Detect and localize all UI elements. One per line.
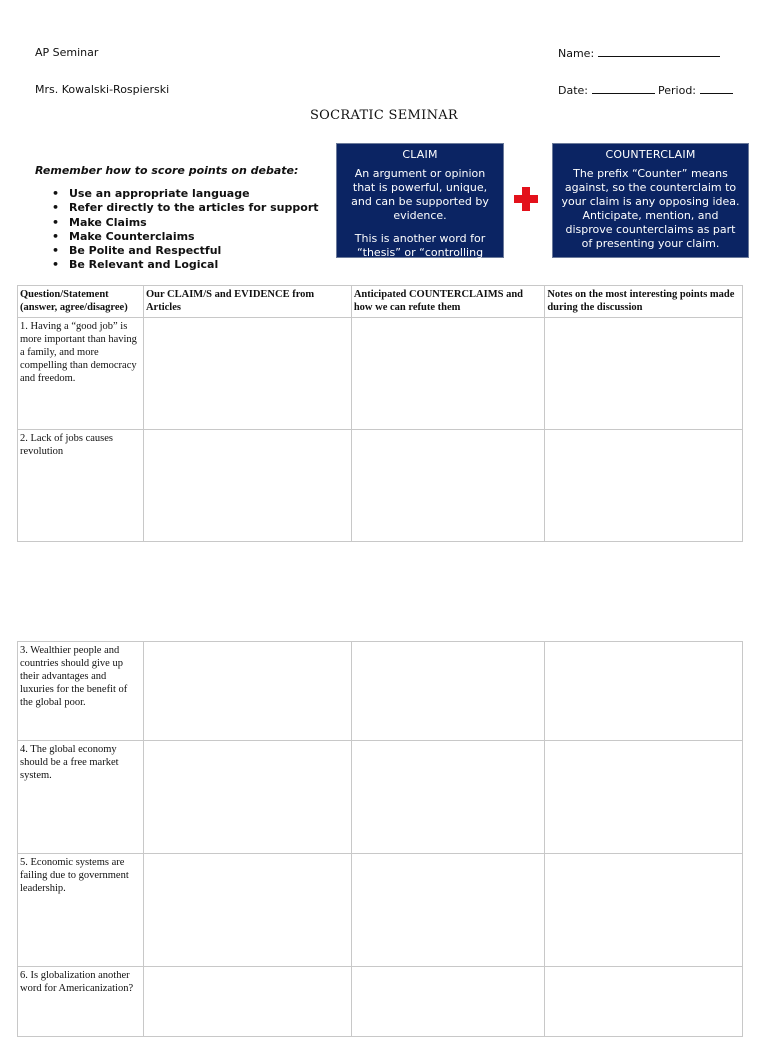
seminar-table-top bbox=[17, 285, 743, 542]
counterclaim-box-title: COUNTERCLAIM bbox=[605, 148, 696, 161]
counterclaims-cell[interactable] bbox=[351, 318, 545, 430]
name-blank[interactable] bbox=[598, 46, 720, 57]
question-cell: 3. Wealthier people and countries should give up their advantages and luxuries for the benefit of the global poor. bbox=[18, 642, 144, 741]
date-label: Date: bbox=[558, 84, 588, 97]
teacher-name: Mrs. Kowalski-Rospierski bbox=[35, 83, 170, 96]
claim-box bbox=[336, 143, 504, 273]
seminar-table-bottom bbox=[17, 641, 743, 1037]
claim-synonym: This is another word for “thesis” or “controlling idea” bbox=[354, 232, 486, 273]
page-title: SOCRATIC SEMINAR bbox=[309, 108, 459, 123]
notes-cell[interactable] bbox=[545, 642, 743, 741]
header-notes: Notes on the most interesting points made during the discussion bbox=[545, 286, 743, 318]
question-cell: 4. The global economy should be a free market system. bbox=[18, 741, 144, 854]
period-label: Period: bbox=[658, 84, 697, 97]
claim-definition: An argument or opinion that is powerful, unique, and can be supported by evidence. bbox=[351, 167, 489, 222]
header-claims: Our CLAIM/S and EVIDENCE from Articles bbox=[143, 286, 351, 318]
claims-cell[interactable] bbox=[143, 642, 351, 741]
tip-item: • Be Relevant and Logical bbox=[52, 258, 319, 272]
name-field[interactable] bbox=[558, 46, 720, 60]
claims-cell[interactable] bbox=[143, 854, 351, 967]
tips-list bbox=[34, 187, 319, 273]
header-question: Question/Statement (answer, agree/disagree) bbox=[18, 286, 144, 318]
counterclaims-cell[interactable] bbox=[351, 642, 545, 741]
counterclaims-cell[interactable] bbox=[351, 430, 545, 542]
notes-cell[interactable] bbox=[545, 967, 743, 1037]
course-name: AP Seminar bbox=[35, 46, 99, 59]
question-cell: 6. Is globalization another word for Americanization? bbox=[18, 967, 144, 1037]
tips-heading: Remember how to score points on debate: bbox=[35, 164, 299, 177]
claims-cell[interactable] bbox=[143, 741, 351, 854]
table-row bbox=[18, 430, 743, 542]
notes-cell[interactable] bbox=[545, 430, 743, 542]
counterclaim-definition: The prefix “Counter” means against, so the counterclaim to your claim is any opposing idea. Anticipate, mention, and disprove counterclaims as part of presenting your claim. bbox=[561, 167, 740, 250]
date-period-field[interactable] bbox=[558, 83, 733, 97]
table-row bbox=[18, 318, 743, 430]
tip-item: • Make Claims bbox=[52, 216, 319, 230]
plus-icon bbox=[513, 186, 539, 212]
name-label: Name: bbox=[558, 47, 595, 60]
question-cell: 1. Having a “good job” is more important than having a family, and more compelling than democracy and freedom. bbox=[18, 318, 144, 430]
notes-cell[interactable] bbox=[545, 854, 743, 967]
counterclaims-cell[interactable] bbox=[351, 967, 545, 1037]
tip-item: • Make Counterclaims bbox=[52, 230, 319, 244]
tip-item: • Refer directly to the articles for support bbox=[52, 201, 319, 215]
period-blank[interactable] bbox=[700, 83, 733, 94]
notes-cell[interactable] bbox=[545, 741, 743, 854]
date-blank[interactable] bbox=[592, 83, 655, 94]
claims-cell[interactable] bbox=[143, 967, 351, 1037]
question-cell: 5. Economic systems are failing due to government leadership. bbox=[18, 854, 144, 967]
claims-cell[interactable] bbox=[143, 430, 351, 542]
counterclaims-cell[interactable] bbox=[351, 854, 545, 967]
tip-item: • Use an appropriate language bbox=[52, 187, 319, 201]
table-row bbox=[18, 854, 743, 967]
counterclaims-cell[interactable] bbox=[351, 741, 545, 854]
header-counterclaims: Anticipated COUNTERCLAIMS and how we can refute them bbox=[351, 286, 545, 318]
notes-cell[interactable] bbox=[545, 318, 743, 430]
question-cell: 2. Lack of jobs causes revolution bbox=[18, 430, 144, 542]
table-row bbox=[18, 967, 743, 1037]
tip-item: • Be Polite and Respectful bbox=[52, 244, 319, 258]
claim-box-title: CLAIM bbox=[402, 148, 438, 161]
claims-cell[interactable] bbox=[143, 318, 351, 430]
table-row bbox=[18, 741, 743, 854]
table-row bbox=[18, 642, 743, 741]
table-header-row bbox=[18, 286, 743, 318]
counterclaim-box bbox=[552, 143, 749, 258]
